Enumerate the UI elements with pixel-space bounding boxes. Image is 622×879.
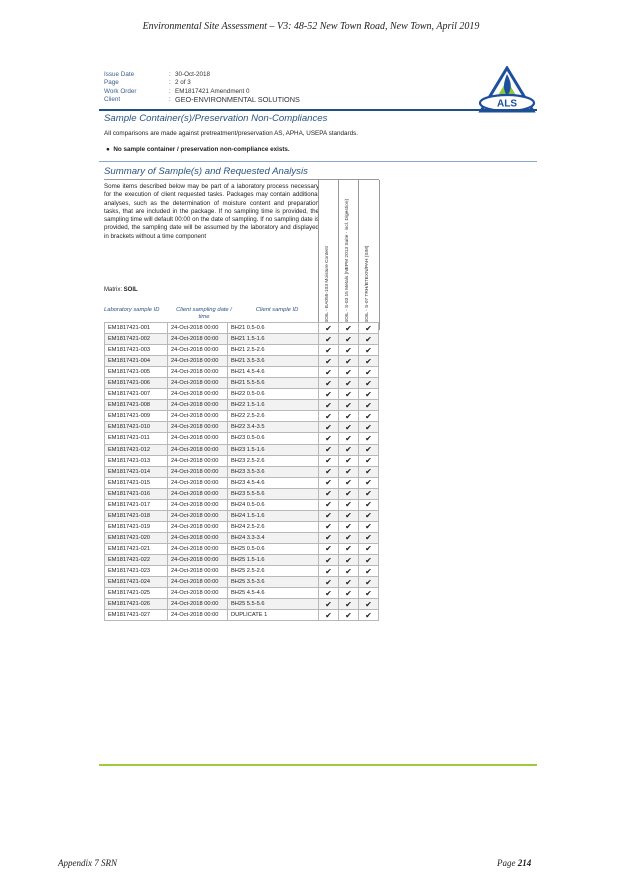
table-row: [105, 532, 379, 543]
sampling-date-cell: 24-Oct-2018 00:00: [168, 599, 228, 610]
sample-id-cell: EM1817421-014: [105, 466, 168, 477]
check-icon: ✔: [319, 543, 339, 554]
sample-id-cell: EM1817421-010: [105, 422, 168, 433]
analysis-col-metals: [338, 180, 359, 330]
check-icon: ✔: [339, 455, 359, 466]
meta-label: Issue Date: [104, 71, 135, 78]
check-icon: ✔: [339, 334, 359, 345]
check-icon: ✔: [339, 477, 359, 488]
meta-row-client: Client : GEO-ENVIRONMENTAL SOLUTIONS: [104, 94, 300, 104]
check-icon: ✔: [359, 378, 379, 389]
footer-appendix: Appendix 7 SRN: [58, 858, 117, 868]
check-icon: ✔: [359, 610, 379, 621]
check-icon: ✔: [319, 566, 339, 577]
analysis-label: SOIL - S-03 15 Metals (NEPM 2013 Suite - incl. Digestion): [345, 198, 350, 323]
table-row: [105, 543, 379, 554]
meta-value: 30-Oct-2018: [175, 71, 211, 78]
check-icon: ✔: [319, 433, 339, 444]
check-icon: ✔: [359, 345, 379, 356]
sampling-date-cell: 24-Oct-2018 00:00: [168, 566, 228, 577]
sample-id-cell: EM1817421-020: [105, 532, 168, 543]
check-icon: ✔: [319, 521, 339, 532]
sample-id-cell: EM1817421-019: [105, 521, 168, 532]
client-sample-id-cell: BH24 2.5-2.6: [228, 521, 319, 532]
table-row: [105, 588, 379, 599]
als-logo-icon: [478, 66, 536, 115]
table-row: [105, 455, 379, 466]
sampling-date-cell: 24-Oct-2018 00:00: [168, 510, 228, 521]
check-icon: ✔: [319, 411, 339, 422]
sampling-date-cell: 24-Oct-2018 00:00: [168, 444, 228, 455]
check-icon: ✔: [319, 422, 339, 433]
analysis-col-trh: [358, 180, 380, 330]
samples-table: [104, 322, 379, 621]
sample-id-cell: EM1817421-006: [105, 378, 168, 389]
client-sample-id-cell: BH25 1.5-1.6: [228, 554, 319, 565]
sampling-date-cell: 24-Oct-2018 00:00: [168, 488, 228, 499]
check-icon: ✔: [359, 367, 379, 378]
client-sample-id-cell: BH23 2.5-2.6: [228, 455, 319, 466]
check-icon: ✔: [319, 367, 339, 378]
analysis-label: SOIL - S-07 TRH/BTEXN/PAH (SIM): [365, 245, 370, 323]
check-icon: ✔: [359, 466, 379, 477]
sample-id-cell: EM1817421-018: [105, 510, 168, 521]
table-row: [105, 466, 379, 477]
sampling-date-cell: 24-Oct-2018 00:00: [168, 466, 228, 477]
check-icon: ✔: [319, 488, 339, 499]
check-icon: ✔: [359, 566, 379, 577]
check-icon: ✔: [339, 488, 359, 499]
table-row: [105, 400, 379, 411]
check-icon: ✔: [359, 488, 379, 499]
check-icon: ✔: [359, 477, 379, 488]
table-row: [105, 444, 379, 455]
check-icon: ✔: [319, 532, 339, 543]
check-icon: ✔: [359, 389, 379, 400]
bullet-text: No sample container / preservation non-compliance exists.: [113, 146, 290, 153]
sample-id-cell: EM1817421-027: [105, 610, 168, 621]
check-icon: ✔: [339, 444, 359, 455]
check-icon: ✔: [319, 577, 339, 588]
non-compliance-bullet: [106, 146, 290, 153]
sample-id-cell: EM1817421-012: [105, 444, 168, 455]
sample-id-cell: EM1817421-023: [105, 566, 168, 577]
check-icon: ✔: [359, 521, 379, 532]
sample-id-cell: EM1817421-007: [105, 389, 168, 400]
sample-id-cell: EM1817421-003: [105, 345, 168, 356]
client-sample-id-cell: BH21 0.5-0.6: [228, 323, 319, 334]
sampling-date-cell: 24-Oct-2018 00:00: [168, 433, 228, 444]
client-sample-id-cell: BH25 0.5-0.6: [228, 543, 319, 554]
sample-id-cell: EM1817421-016: [105, 488, 168, 499]
sample-id-cell: EM1817421-013: [105, 455, 168, 466]
meta-label: Page: [104, 79, 119, 87]
check-icon: ✔: [319, 378, 339, 389]
col-header-client-id: Client sample ID: [255, 307, 299, 313]
check-icon: ✔: [319, 610, 339, 621]
check-icon: ✔: [339, 422, 359, 433]
table-row: [105, 521, 379, 532]
meta-row-work-order: Work Order : EM1817421 Amendment 0: [104, 87, 250, 95]
sample-id-cell: EM1817421-017: [105, 499, 168, 510]
check-icon: ✔: [319, 334, 339, 345]
client-sample-id-cell: BH21 3.5-3.6: [228, 356, 319, 367]
check-icon: ✔: [339, 433, 359, 444]
check-icon: ✔: [359, 455, 379, 466]
check-icon: ✔: [359, 400, 379, 411]
client-sample-id-cell: BH24 3.3-3.4: [228, 532, 319, 543]
meta-value: EM1817421 Amendment 0: [175, 87, 250, 95]
analysis-headers: [318, 180, 378, 330]
meta-value: GEO-ENVIRONMENTAL SOLUTIONS: [175, 94, 300, 104]
check-icon: ✔: [319, 356, 339, 367]
table-row: [105, 334, 379, 345]
check-icon: ✔: [359, 323, 379, 334]
sample-id-cell: EM1817421-002: [105, 334, 168, 345]
sampling-date-cell: 24-Oct-2018 00:00: [168, 323, 228, 334]
check-icon: ✔: [339, 588, 359, 599]
client-sample-id-cell: BH25 3.5-3.6: [228, 577, 319, 588]
check-icon: ✔: [339, 378, 359, 389]
check-icon: ✔: [359, 356, 379, 367]
sample-id-cell: EM1817421-024: [105, 577, 168, 588]
sample-id-cell: EM1817421-005: [105, 367, 168, 378]
client-sample-id-cell: BH21 1.5-1.6: [228, 334, 319, 345]
check-icon: ✔: [339, 323, 359, 334]
check-icon: ✔: [359, 588, 379, 599]
client-sample-id-cell: BH25 4.5-4.6: [228, 588, 319, 599]
check-icon: ✔: [359, 411, 379, 422]
matrix-label: Matrix: SOIL: [104, 287, 138, 293]
check-icon: ✔: [339, 389, 359, 400]
sample-id-cell: EM1817421-009: [105, 411, 168, 422]
table-row: [105, 378, 379, 389]
meta-row-page: Page : 2 of 3: [104, 79, 191, 87]
check-icon: ✔: [339, 411, 359, 422]
sampling-date-cell: 24-Oct-2018 00:00: [168, 400, 228, 411]
check-icon: ✔: [319, 455, 339, 466]
check-icon: ✔: [319, 323, 339, 334]
client-sample-id-cell: BH22 2.5-2.6: [228, 411, 319, 422]
sampling-date-cell: 24-Oct-2018 00:00: [168, 378, 228, 389]
sampling-date-cell: 24-Oct-2018 00:00: [168, 532, 228, 543]
table-row: [105, 499, 379, 510]
client-sample-id-cell: BH23 3.5-3.6: [228, 466, 319, 477]
analysis-label: SOIL - EA055-103 Moisture Content: [325, 246, 330, 323]
footer-rule: [99, 764, 537, 766]
non-compliance-note: All comparisons are made against pretreatment/preservation AS, APHA, USEPA standards.: [104, 130, 358, 137]
section-title-summary: Summary of Sample(s) and Requested Analysis: [104, 166, 308, 177]
check-icon: ✔: [359, 577, 379, 588]
client-sample-id-cell: BH24 0.5-0.6: [228, 499, 319, 510]
table-row: [105, 411, 379, 422]
client-sample-id-cell: BH23 0.5-0.6: [228, 433, 319, 444]
table-row: [105, 566, 379, 577]
client-sample-id-cell: BH24 1.5-1.6: [228, 510, 319, 521]
meta-value: 2 of 3: [175, 79, 191, 87]
sampling-date-cell: 24-Oct-2018 00:00: [168, 411, 228, 422]
sampling-date-cell: 24-Oct-2018 00:00: [168, 477, 228, 488]
check-icon: ✔: [359, 422, 379, 433]
matrix-value: SOIL: [123, 287, 138, 293]
sample-id-cell: EM1817421-008: [105, 400, 168, 411]
check-icon: ✔: [319, 510, 339, 521]
check-icon: ✔: [339, 400, 359, 411]
client-sample-id-cell: BH21 5.5-5.6: [228, 378, 319, 389]
meta-row-issue-date: Issue Date : 30-Oct-2018: [104, 71, 211, 78]
footer-page: Page 214: [497, 858, 532, 868]
check-icon: ✔: [359, 599, 379, 610]
document-header: Environmental Site Assessment – V3: 48-52 New Town Road, New Town, April 2019: [142, 21, 480, 32]
check-icon: ✔: [339, 510, 359, 521]
meta-label: Client: [104, 95, 121, 103]
table-row: [105, 422, 379, 433]
client-sample-id-cell: BH21 2.5-2.6: [228, 345, 319, 356]
check-icon: ✔: [339, 345, 359, 356]
check-icon: ✔: [319, 466, 339, 477]
check-icon: ✔: [339, 356, 359, 367]
report-meta: [104, 71, 300, 104]
sample-id-cell: EM1817421-015: [105, 477, 168, 488]
sampling-date-cell: 24-Oct-2018 00:00: [168, 610, 228, 621]
summary-intro: Some items described below may be part of a laboratory process necessary for the execution of client requested tasks. Packages may contain additional analyses, such as the determination of moisture content and preparation tasks, that are included in the package. If no sampling time is provided, the sampling time will default 00:00 on the date of sampling. If no sampling date is provided, the sampling date will be assumed by the laboratory and displayed in brackets without a time component: [104, 183, 319, 240]
sample-id-cell: EM1817421-026: [105, 599, 168, 610]
sample-id-cell: EM1817421-021: [105, 543, 168, 554]
col-header-sampling-date: Client sampling date / time: [176, 307, 232, 320]
col-header-lab-id: Laboratory sample ID: [104, 307, 160, 313]
table-row: [105, 488, 379, 499]
check-icon: ✔: [339, 577, 359, 588]
check-icon: ✔: [359, 433, 379, 444]
sampling-date-cell: 24-Oct-2018 00:00: [168, 499, 228, 510]
check-icon: ✔: [319, 444, 339, 455]
sample-id-cell: EM1817421-011: [105, 433, 168, 444]
check-icon: ✔: [339, 499, 359, 510]
table-row: [105, 510, 379, 521]
check-icon: ✔: [359, 444, 379, 455]
check-icon: ✔: [339, 521, 359, 532]
check-icon: ✔: [359, 510, 379, 521]
sampling-date-cell: 24-Oct-2018 00:00: [168, 334, 228, 345]
client-sample-id-cell: BH22 1.5-1.6: [228, 400, 319, 411]
check-icon: ✔: [319, 345, 339, 356]
table-row: [105, 554, 379, 565]
sampling-date-cell: 24-Oct-2018 00:00: [168, 543, 228, 554]
client-sample-id-cell: BH23 1.5-1.6: [228, 444, 319, 455]
table-row: [105, 577, 379, 588]
table-row: [105, 356, 379, 367]
sampling-date-cell: 24-Oct-2018 00:00: [168, 521, 228, 532]
sampling-date-cell: 24-Oct-2018 00:00: [168, 422, 228, 433]
section-divider: [99, 161, 537, 162]
client-sample-id-cell: DUPLICATE 1: [228, 610, 319, 621]
sampling-date-cell: 24-Oct-2018 00:00: [168, 389, 228, 400]
check-icon: ✔: [359, 499, 379, 510]
check-icon: ✔: [339, 554, 359, 565]
sample-id-cell: EM1817421-025: [105, 588, 168, 599]
sampling-date-cell: 24-Oct-2018 00:00: [168, 367, 228, 378]
sampling-date-cell: 24-Oct-2018 00:00: [168, 356, 228, 367]
logo-text: ALS: [497, 98, 517, 110]
page-number: 214: [517, 858, 532, 868]
client-sample-id-cell: BH23 5.5-5.6: [228, 488, 319, 499]
analysis-col-moisture: [318, 180, 339, 330]
check-icon: ✔: [339, 566, 359, 577]
check-icon: ✔: [359, 334, 379, 345]
table-row: [105, 389, 379, 400]
sampling-date-cell: 24-Oct-2018 00:00: [168, 588, 228, 599]
header-rule: [99, 109, 537, 111]
meta-label: Work Order: [104, 87, 137, 95]
check-icon: ✔: [319, 389, 339, 400]
check-icon: ✔: [359, 554, 379, 565]
table-row: [105, 477, 379, 488]
sampling-date-cell: 24-Oct-2018 00:00: [168, 345, 228, 356]
sampling-date-cell: 24-Oct-2018 00:00: [168, 455, 228, 466]
sample-id-cell: EM1817421-001: [105, 323, 168, 334]
check-icon: ✔: [339, 599, 359, 610]
sample-id-cell: EM1817421-004: [105, 356, 168, 367]
check-icon: ✔: [359, 543, 379, 554]
client-sample-id-cell: BH22 0.5-0.6: [228, 389, 319, 400]
table-row: [105, 345, 379, 356]
check-icon: ✔: [319, 599, 339, 610]
check-icon: ✔: [319, 588, 339, 599]
check-icon: ✔: [339, 367, 359, 378]
sample-id-cell: EM1817421-022: [105, 554, 168, 565]
check-icon: ✔: [339, 610, 359, 621]
check-icon: ✔: [319, 499, 339, 510]
check-icon: ✔: [339, 466, 359, 477]
client-sample-id-cell: BH22 3.4-3.5: [228, 422, 319, 433]
client-sample-id-cell: BH25 5.5-5.6: [228, 599, 319, 610]
check-icon: ✔: [339, 543, 359, 554]
check-icon: ✔: [319, 400, 339, 411]
bullet-dot-icon: ●: [106, 146, 110, 153]
check-icon: ✔: [319, 554, 339, 565]
sampling-date-cell: 24-Oct-2018 00:00: [168, 577, 228, 588]
table-row: [105, 367, 379, 378]
check-icon: ✔: [319, 477, 339, 488]
client-sample-id-cell: BH23 4.5-4.6: [228, 477, 319, 488]
client-sample-id-cell: BH21 4.5-4.6: [228, 367, 319, 378]
check-icon: ✔: [339, 532, 359, 543]
check-icon: ✔: [359, 532, 379, 543]
table-row: [105, 610, 379, 621]
table-row: [105, 433, 379, 444]
table-row: [105, 599, 379, 610]
table-row: [105, 323, 379, 334]
section-title-non-compliances: Sample Container(s)/Preservation Non-Compliances: [104, 113, 328, 124]
sampling-date-cell: 24-Oct-2018 00:00: [168, 554, 228, 565]
client-sample-id-cell: BH25 2.5-2.6: [228, 566, 319, 577]
